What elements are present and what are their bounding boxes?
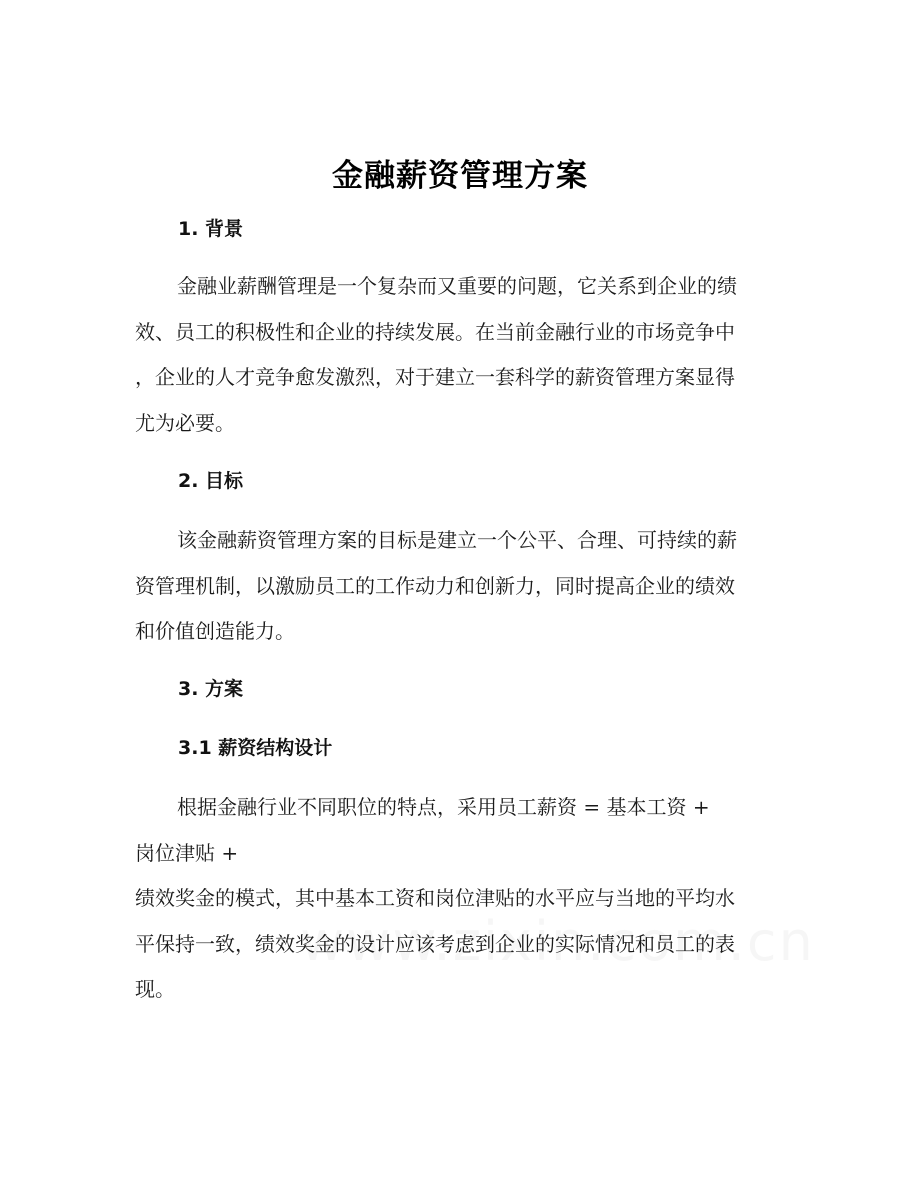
paragraph-line: 效、员工的积极性和企业的持续发展。在当前金融行业的市场竞争中 <box>135 319 735 344</box>
section-heading-plan: 3. 方案 <box>178 678 244 700</box>
document-title: 金融薪资管理方案 <box>332 158 588 194</box>
paragraph-line: 根据金融行业不同职位的特点，采用员工薪资 = 基本工资 + <box>177 795 710 819</box>
section-heading-goal: 2. 目标 <box>178 470 244 492</box>
paragraph-line: 平保持一致，绩效奖金的设计应该考虑到企业的实际情况和员工的表 <box>135 931 735 956</box>
paragraph-line: 资管理机制，以激励员工的工作动力和创新力，同时提高企业的绩效 <box>135 573 735 598</box>
paragraph-line: 绩效奖金的模式，其中基本工资和岗位津贴的水平应与当地的平均水 <box>135 886 735 910</box>
paragraph-line: 和价值创造能力。 <box>135 619 295 643</box>
paragraph-line: 岗位津贴 + <box>135 840 239 865</box>
section-background-paragraph <box>135 264 785 446</box>
section-heading-salary-structure: 3.1 薪资结构设计 <box>178 737 333 759</box>
paragraph-line: 现。 <box>135 977 175 1001</box>
section-salary-structure-paragraph <box>135 785 785 1013</box>
paragraph-line: ，企业的人才竞争愈发激烈，对于建立一套科学的薪资管理方案显得 <box>135 365 735 389</box>
section-heading-background: 1. 背景 <box>178 218 244 240</box>
paragraph-line: 尤为必要。 <box>135 410 235 435</box>
paragraph-line: 该金融薪资管理方案的目标是建立一个公平、合理、可持续的薪 <box>177 528 737 552</box>
section-goal-paragraph <box>135 518 785 655</box>
paragraph-line: 金融业薪酬管理是一个复杂而又重要的问题，它关系到企业的绩 <box>177 274 737 298</box>
